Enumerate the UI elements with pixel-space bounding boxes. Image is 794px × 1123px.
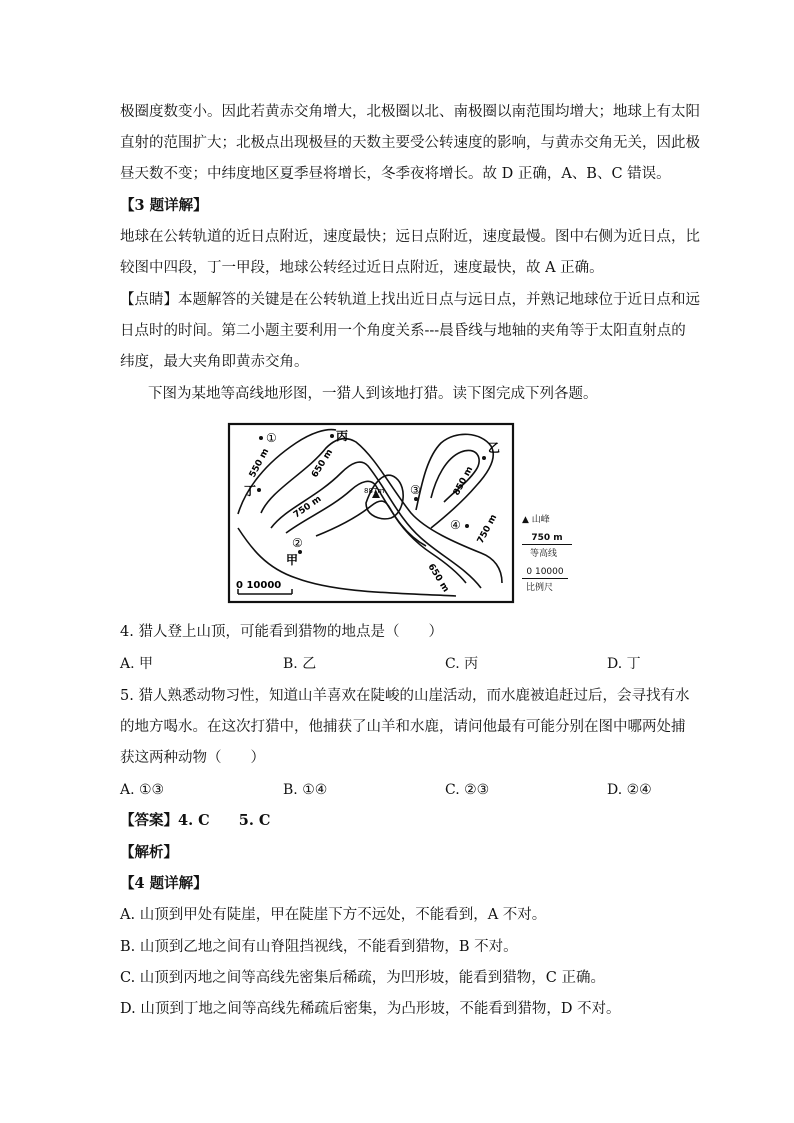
paragraph-line: 昼天数不变；中纬度地区夏季昼将增长，冬季夜将增长。故 D 正确，A、B、C 错误。	[120, 166, 671, 182]
place-label-jia: 甲	[286, 553, 299, 567]
place-label-bing: 丙	[336, 429, 349, 443]
paragraph-line: 地球在公转轨道的近日点附近，速度最快；远日点附近，速度最慢。图中右侧为近日点，比	[120, 229, 700, 245]
legend-peak: ▲ 山峰	[522, 515, 550, 525]
contour-map-svg	[226, 418, 516, 608]
point-marker	[465, 524, 469, 528]
point-label-2: ②	[292, 536, 303, 550]
place-label-ding: 丁	[244, 484, 257, 498]
paragraph-line: 极圈度数变小。因此若黄赤交角增大，北极圈以北、南极圈以南范围均增大；地球上有太阳	[120, 104, 700, 120]
place-label-yi: 乙	[488, 441, 501, 455]
analysis-heading: 【解析】	[120, 844, 178, 861]
legend-contour-value: 750 m	[522, 532, 572, 545]
explain-d: D. 山顶到丁地之间等高线先稀疏后密集，为凸形坡，不能看到猎物，D 不对。	[120, 1001, 621, 1017]
q5-option-b: B. ①④	[283, 782, 328, 798]
section-heading: 【3 题详解】	[120, 197, 208, 214]
elevation-label: 650 m	[310, 447, 336, 480]
q4-option-c: C. 丙	[445, 656, 479, 672]
q5-option-a: A. ①③	[120, 782, 165, 798]
point-marker	[330, 434, 334, 438]
q5-option-c: C. ②③	[445, 782, 490, 798]
explain-a: A. 山顶到甲处有陡崖，甲在陡崖下方不远处，不能看到，A 不对。	[120, 907, 547, 923]
question-5-line: 获这两种动物（ ）	[120, 750, 265, 766]
point-marker	[414, 497, 418, 501]
legend-scale-label: 比例尺	[526, 583, 554, 593]
point-label-1: ①	[266, 431, 277, 445]
elevation-label: 750 m	[291, 494, 324, 521]
q4-option-d: D. 丁	[607, 656, 641, 672]
explain-b: B. 山顶到乙地之间有山脊阻挡视线，不能看到猎物，B 不对。	[120, 939, 518, 955]
point-marker	[298, 550, 302, 554]
point-label-3: ③	[410, 483, 421, 497]
contour-line	[416, 434, 493, 528]
contour-map	[226, 418, 586, 608]
paragraph-line: 直射的范围扩大；北极点出现极昼的天数主要受公转速度的影响，与黄赤交角无关，因此极	[120, 135, 700, 151]
elevation-label: 550 m	[247, 447, 272, 480]
section-heading: 【4 题详解】	[120, 875, 208, 892]
q4-option-a: A. 甲	[120, 656, 154, 672]
elevation-label: 850 m	[451, 465, 476, 498]
paragraph-line: 纬度，最大夹角即黄赤交角。	[120, 354, 309, 370]
question-5-line: 5. 猎人熟悉动物习性，知道山羊喜欢在陡峻的山崖活动，而水鹿被追赶过后，会寻找有水	[120, 688, 690, 704]
elevation-label: 750 m	[475, 513, 500, 546]
legend-contour-label: 等高线	[530, 549, 558, 559]
question-4-stem: 4. 猎人登上山顶，可能看到猎物的地点是（ ）	[120, 624, 443, 640]
q4-option-b: B. 乙	[283, 656, 317, 672]
question-intro: 下图为某地等高线地形图，一猎人到该地打猎。读下图完成下列各题。	[148, 386, 598, 402]
q5-option-d: D. ②④	[607, 782, 652, 798]
question-5-line: 的地方喝水。在这次打猎中，他捕获了山羊和水鹿，请问他最有可能分别在图中哪两处捕	[120, 719, 686, 735]
answer-line: 【答案】4. C 5. C	[120, 812, 271, 829]
paragraph-line: 较图中四段，丁一甲段，地球公转经过近日点附近，速度最快，故 A 正确。	[120, 260, 604, 276]
peak-elevation-label: 887m	[364, 487, 385, 495]
elevation-label: 650 m	[425, 562, 451, 595]
paragraph-line: 【点睛】本题解答的关键是在公转轨道上找出近日点与远日点，并熟记地球位于近日点和远	[120, 292, 700, 308]
point-marker	[482, 456, 486, 460]
paragraph-line: 日点时的时间。第二小题主要利用一个角度关系---晨昏线与地轴的夹角等于太阳直射点的	[120, 323, 686, 339]
point-label-4: ④	[450, 518, 461, 532]
point-marker	[257, 488, 261, 492]
contour-line	[316, 501, 466, 583]
scale-label: 0 10000	[236, 580, 282, 591]
legend-scale-value: 0 10000	[522, 566, 568, 579]
point-marker	[259, 436, 263, 440]
explain-c: C. 山顶到丙地之间等高线先密集后稀疏，为凹形坡，能看到猎物，C 正确。	[120, 970, 605, 986]
